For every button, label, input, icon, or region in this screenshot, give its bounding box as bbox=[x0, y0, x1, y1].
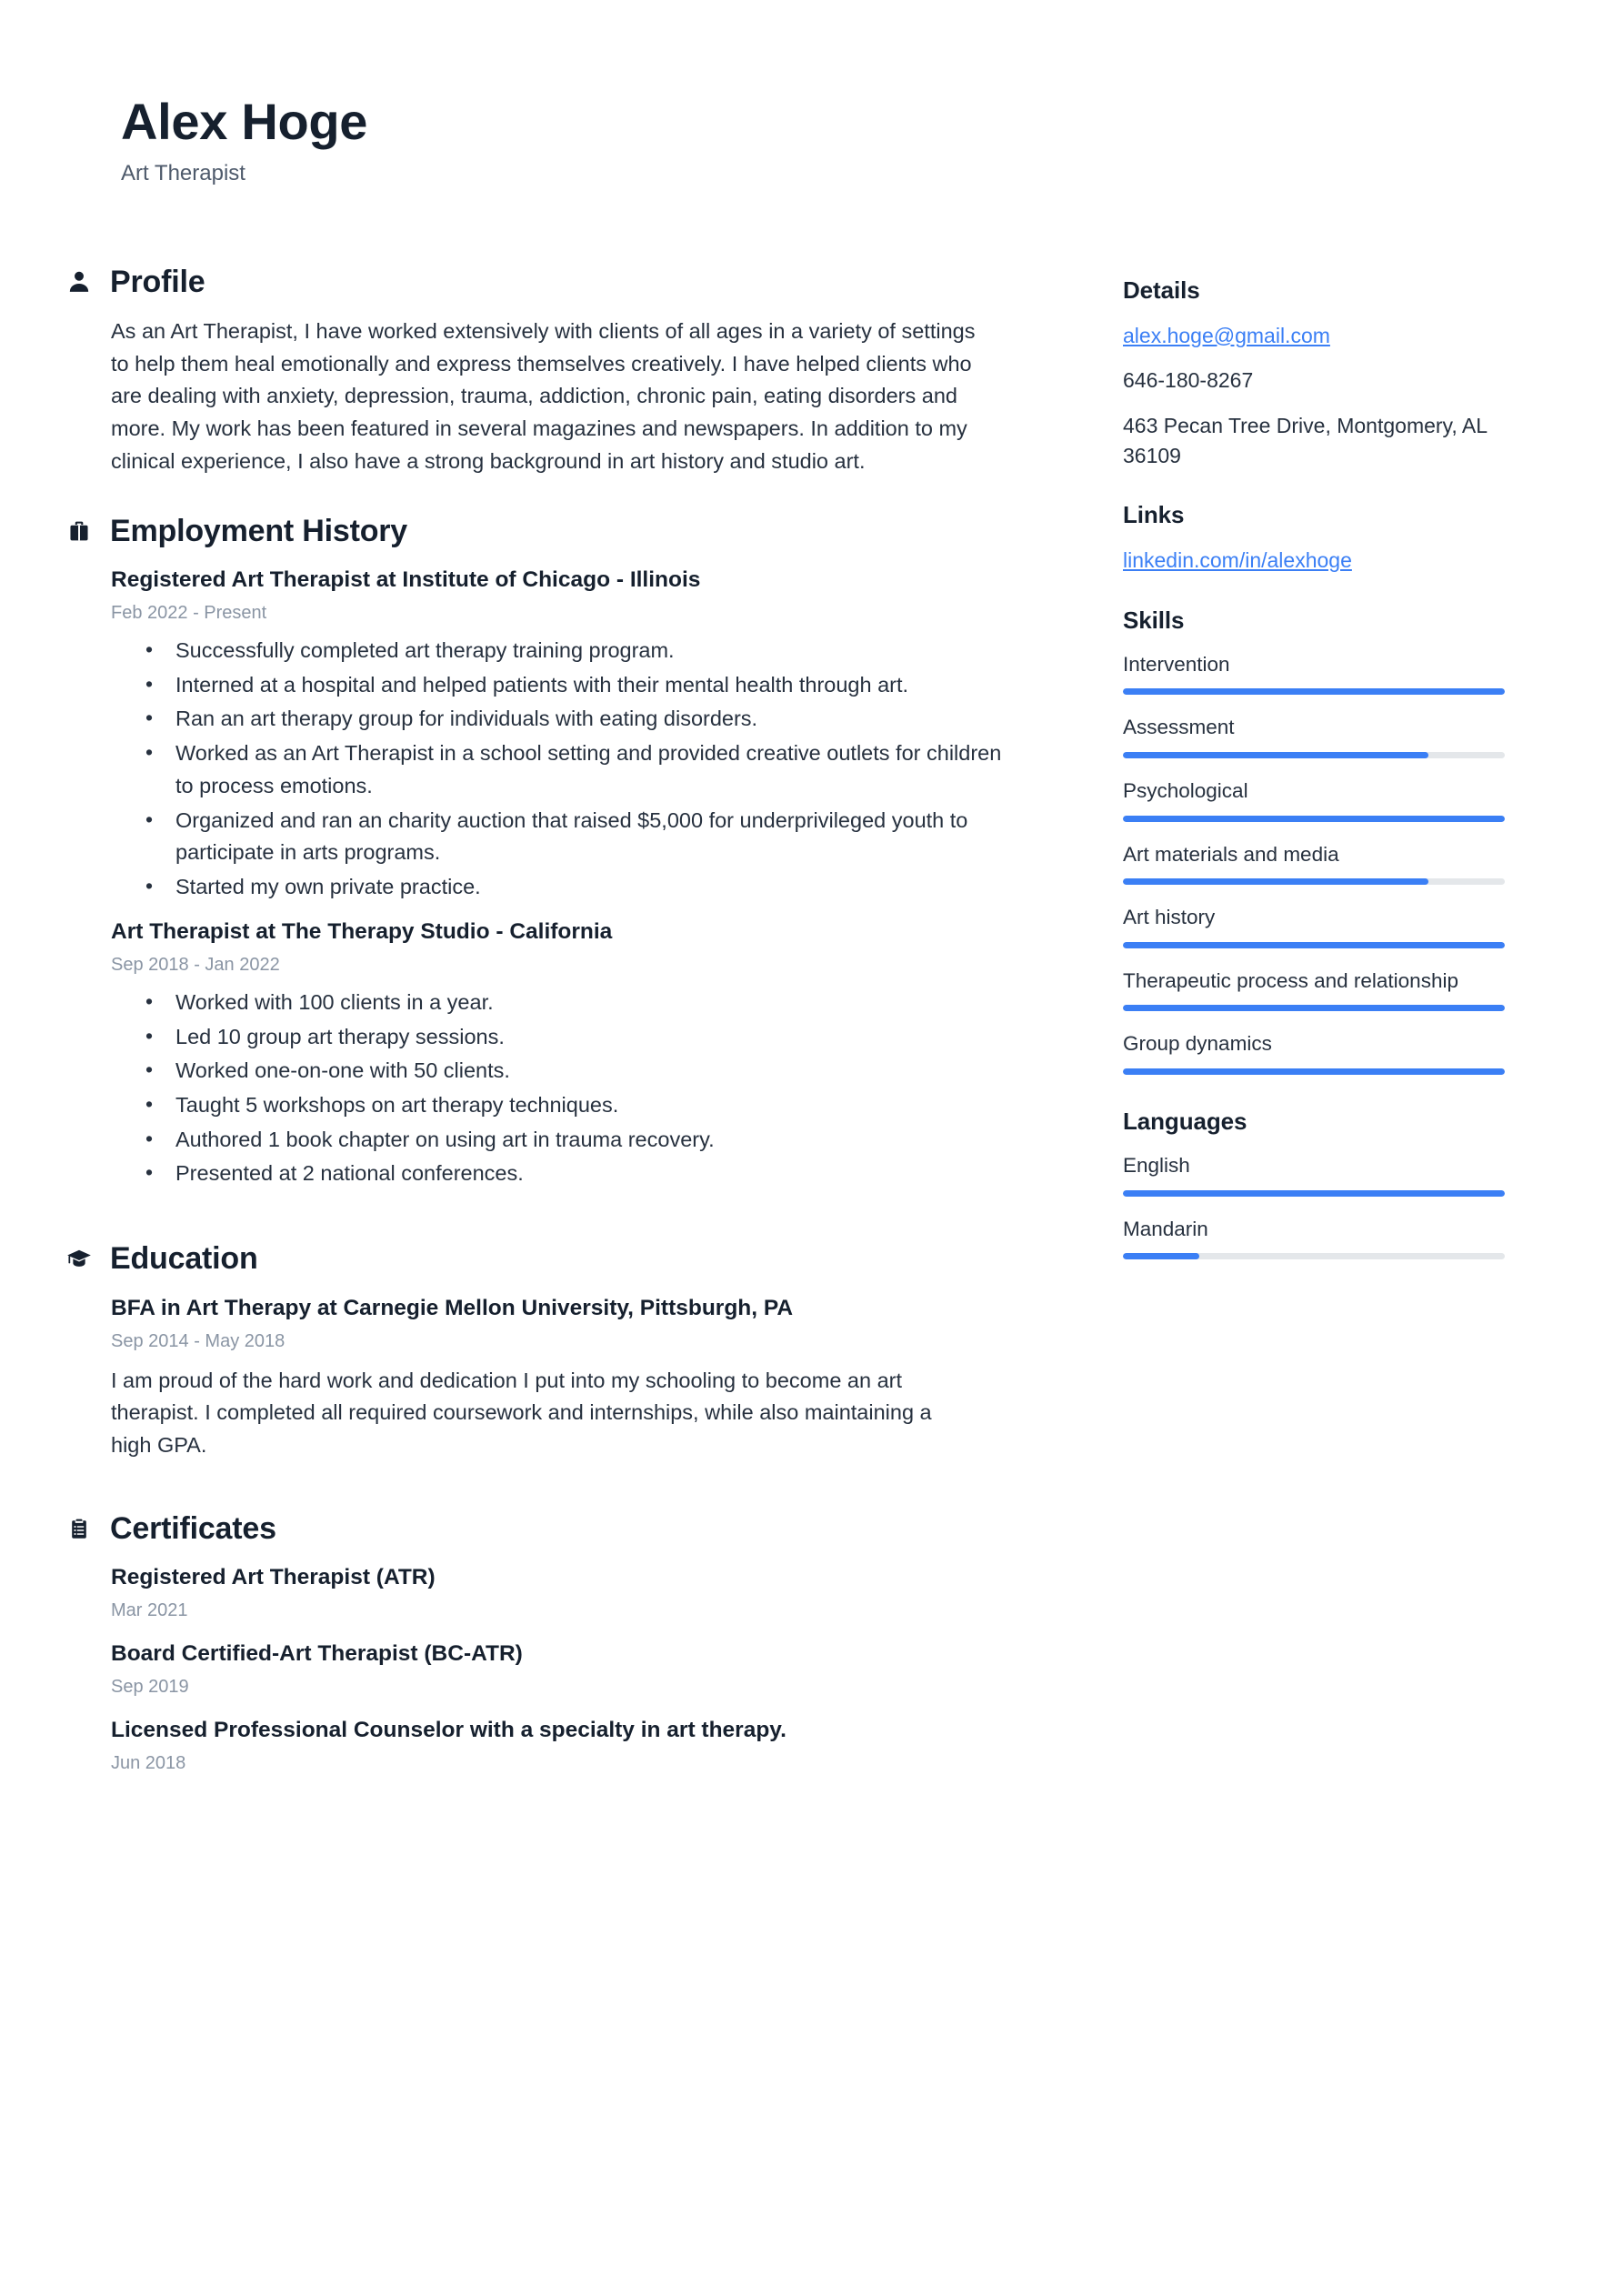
job-bullet: • Led 10 group art therapy sessions. bbox=[145, 1021, 1005, 1054]
sidebar-section-languages bbox=[1123, 1108, 1514, 1259]
main-column bbox=[0, 266, 1005, 1776]
job-bullet: • Presented at 2 national conferences. bbox=[145, 1158, 1005, 1190]
profile-body bbox=[65, 316, 1005, 478]
phone-text: 646-180-8267 bbox=[1123, 368, 1254, 393]
skill-bar-track bbox=[1123, 1005, 1505, 1011]
skill-item bbox=[1123, 904, 1514, 948]
job-bullet: • Successfully completed art therapy training program. bbox=[145, 635, 1005, 667]
certificate-title: Registered Art Therapist (ATR) bbox=[111, 1565, 436, 1590]
spacer bbox=[65, 478, 1005, 515]
skill-label: Therapeutic process and relationship bbox=[1123, 968, 1458, 992]
sidebar-column bbox=[1005, 266, 1514, 1291]
certificate-title: Licensed Professional Counselor with a specialty in art therapy. bbox=[111, 1718, 786, 1743]
candidate-name: Alex Hoge bbox=[121, 93, 368, 150]
certificates-body bbox=[65, 1562, 1005, 1775]
section-employment bbox=[65, 515, 1005, 1191]
skill-bar-track bbox=[1123, 688, 1505, 695]
employment-entry bbox=[111, 565, 1005, 904]
education-body bbox=[65, 1293, 1005, 1462]
certificates-title: Certificates bbox=[110, 1510, 276, 1546]
briefcase-icon bbox=[65, 516, 93, 546]
job-bullet: • Worked as an Art Therapist in a school setting and provided creative outlets for children to process emotions. bbox=[145, 737, 1005, 802]
education-heading bbox=[65, 1242, 1005, 1276]
job-bullet: • Interned at a hospital and helped patients with their mental health through art. bbox=[145, 669, 1005, 702]
skill-bar-track bbox=[1123, 942, 1505, 948]
job-title: Art Therapist at The Therapy Studio - California bbox=[111, 918, 613, 944]
degree-description: I am proud of the hard work and dedication I put into my schooling to become an art therapist. I completed all required coursework and internships, while also maintaining a high GPA. bbox=[111, 1368, 932, 1458]
certificate-entry bbox=[111, 1715, 1005, 1775]
language-bar-fill bbox=[1123, 1190, 1505, 1197]
job-bullet: • Organized and ran an charity auction that raised $5,000 for underprivileged youth to participate in arts programs. bbox=[145, 805, 1005, 869]
skill-bar-track bbox=[1123, 816, 1505, 822]
job-title: Registered Art Therapist at Institute of Chicago - Illinois bbox=[111, 566, 701, 592]
clipboard-list-icon bbox=[65, 1513, 93, 1544]
certificates-heading bbox=[65, 1512, 1005, 1546]
language-item bbox=[1123, 1152, 1514, 1197]
skill-item bbox=[1123, 714, 1514, 758]
skill-label: Art history bbox=[1123, 906, 1216, 929]
skill-item bbox=[1123, 777, 1514, 822]
person-icon bbox=[65, 266, 93, 297]
skill-bar-fill bbox=[1123, 752, 1428, 758]
employment-body bbox=[65, 565, 1005, 1190]
job-bullets bbox=[111, 635, 1005, 904]
language-bar-fill bbox=[1123, 1253, 1199, 1259]
languages-title: Languages bbox=[1123, 1108, 1247, 1136]
linkedin-link[interactable]: linkedin.com/in/alexhoge bbox=[1123, 548, 1352, 573]
job-bullet: • Worked one-on-one with 50 clients. bbox=[145, 1055, 1005, 1088]
skill-bar-fill bbox=[1123, 878, 1428, 885]
language-label: Mandarin bbox=[1123, 1217, 1208, 1240]
skill-item bbox=[1123, 841, 1514, 886]
employment-heading bbox=[65, 515, 1005, 548]
employment-title: Employment History bbox=[110, 513, 408, 548]
certificate-title: Board Certified-Art Therapist (BC-ATR) bbox=[111, 1641, 523, 1667]
certificate-entry bbox=[111, 1639, 1005, 1699]
spacer bbox=[65, 1462, 1005, 1512]
degree-date: Sep 2014 - May 2018 bbox=[111, 1330, 286, 1351]
spacer bbox=[65, 1192, 1005, 1242]
certificate-entry bbox=[111, 1562, 1005, 1622]
certificate-date: Mar 2021 bbox=[111, 1600, 188, 1621]
profile-text: As an Art Therapist, I have worked extensively with clients of all ages in a variety of settings to help them heal emotionally and express themselves creatively. I have helped clients who are dealing with anxiety, depression, trauma, addiction, chronic pain, eating disorders and more. My work has been featured in several magazines and newspapers. In addition to my clinical experience, I also have a strong background in art history and studio art. bbox=[111, 318, 976, 473]
education-entry bbox=[111, 1293, 1005, 1462]
certificate-date: Jun 2018 bbox=[111, 1753, 186, 1774]
degree-title: BFA in Art Therapy at Carnegie Mellon University, Pittsburgh, PA bbox=[111, 1295, 794, 1320]
profile-heading bbox=[65, 266, 1005, 299]
sidebar-section-links bbox=[1123, 501, 1514, 576]
language-item bbox=[1123, 1216, 1514, 1260]
skill-label: Assessment bbox=[1123, 716, 1235, 739]
sidebar-section-skills bbox=[1123, 607, 1514, 1075]
language-label: English bbox=[1123, 1154, 1190, 1178]
sidebar-section-details bbox=[1123, 276, 1514, 471]
education-title: Education bbox=[110, 1241, 258, 1277]
employment-entry bbox=[111, 917, 1005, 1190]
skill-bar-fill bbox=[1123, 816, 1505, 822]
skill-item bbox=[1123, 651, 1514, 696]
job-bullets bbox=[111, 987, 1005, 1190]
job-bullet: • Started my own private practice. bbox=[145, 871, 1005, 904]
details-title: Details bbox=[1123, 276, 1200, 304]
skill-label: Intervention bbox=[1123, 652, 1230, 676]
job-bullet: • Authored 1 book chapter on using art in trauma recovery. bbox=[145, 1124, 1005, 1157]
job-bullet: • Worked with 100 clients in a year. bbox=[145, 987, 1005, 1019]
skill-bar-track bbox=[1123, 878, 1505, 885]
profile-title: Profile bbox=[110, 264, 205, 299]
address-text: 463 Pecan Tree Drive, Montgomery, AL 36109 bbox=[1123, 413, 1488, 467]
certificate-date: Sep 2019 bbox=[111, 1677, 189, 1698]
job-date: Feb 2022 - Present bbox=[111, 603, 267, 624]
links-title: Links bbox=[1123, 501, 1185, 529]
skill-bar-fill bbox=[1123, 1068, 1505, 1075]
job-bullet: • Ran an art therapy group for individuals with eating disorders. bbox=[145, 703, 1005, 736]
skill-bar-fill bbox=[1123, 1005, 1505, 1011]
job-bullet: • Taught 5 workshops on art therapy techniques. bbox=[145, 1089, 1005, 1122]
resume-header bbox=[0, 0, 1623, 187]
skill-label: Psychological bbox=[1123, 779, 1248, 803]
skills-title: Skills bbox=[1123, 606, 1185, 634]
section-education bbox=[65, 1242, 1005, 1462]
skill-item bbox=[1123, 1030, 1514, 1075]
job-date: Sep 2018 - Jan 2022 bbox=[111, 954, 280, 975]
graduation-cap-icon bbox=[65, 1244, 93, 1275]
candidate-job-title: Art Therapist bbox=[121, 160, 245, 185]
skill-item bbox=[1123, 968, 1514, 1012]
skill-label: Group dynamics bbox=[1123, 1032, 1272, 1056]
section-certificates bbox=[65, 1512, 1005, 1776]
section-profile bbox=[65, 266, 1005, 478]
skill-label: Art materials and media bbox=[1123, 842, 1339, 866]
email-link[interactable]: alex.hoge@gmail.com bbox=[1123, 323, 1330, 347]
skill-bar-track bbox=[1123, 752, 1505, 758]
language-bar-track bbox=[1123, 1253, 1505, 1259]
skill-bar-track bbox=[1123, 1068, 1505, 1075]
skill-bar-fill bbox=[1123, 942, 1505, 948]
resume-columns bbox=[0, 266, 1623, 1776]
skill-bar-fill bbox=[1123, 688, 1505, 695]
language-bar-track bbox=[1123, 1190, 1505, 1197]
